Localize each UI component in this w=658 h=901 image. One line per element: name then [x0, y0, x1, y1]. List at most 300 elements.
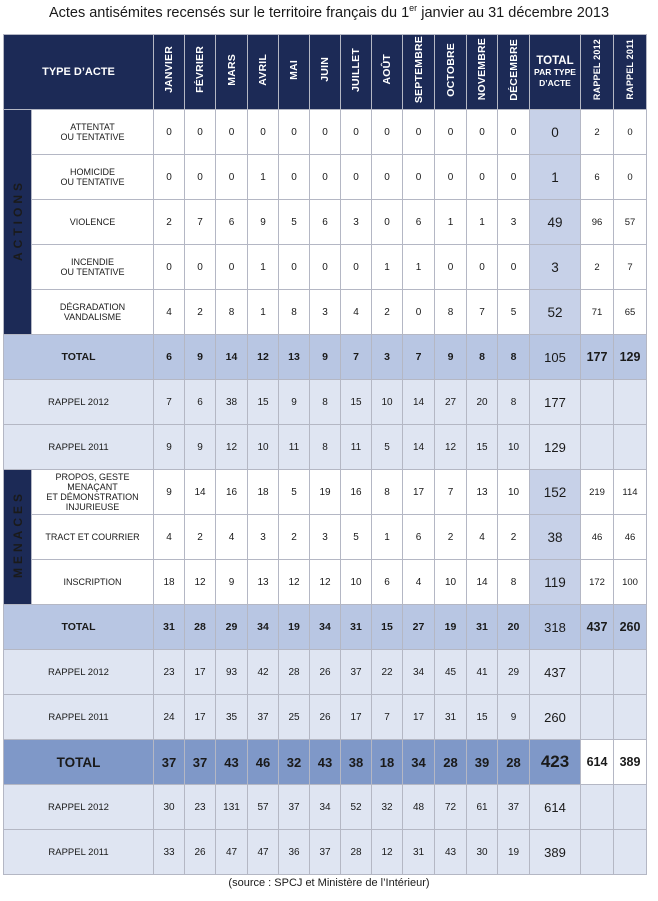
table-row [4, 245, 647, 290]
value-cell: 18 [248, 470, 279, 515]
value-cell: 35 [216, 695, 248, 740]
value-cell: 32 [372, 785, 403, 830]
value-cell: 7 [435, 470, 467, 515]
value-cell: 14 [216, 335, 248, 380]
value-cell: 9 [185, 335, 216, 380]
value-cell: 38 [341, 740, 372, 785]
value-cell: 17 [185, 695, 216, 740]
value-cell: 9 [248, 200, 279, 245]
row-label: TOTAL [4, 605, 154, 650]
value-cell: 25 [279, 695, 310, 740]
header-month: FÉVRIER [185, 35, 216, 110]
value-cell: 42 [248, 650, 279, 695]
header-total: TOTAL PAR TYPE D’ACTE [530, 35, 581, 110]
section-label-text: MENACES [10, 490, 25, 579]
value-cell: 12 [216, 425, 248, 470]
value-cell: 47 [216, 830, 248, 875]
value-cell: 12 [185, 560, 216, 605]
value-cell: 5 [279, 470, 310, 515]
empty-cell [614, 830, 647, 875]
empty-cell [581, 425, 614, 470]
rappel-2011-cell: 7 [614, 245, 647, 290]
value-cell: 0 [279, 155, 310, 200]
value-cell: 28 [341, 830, 372, 875]
row-total-cell: 49 [530, 200, 581, 245]
row-total-cell: 389 [530, 830, 581, 875]
row-label: RAPPEL 2012 [4, 380, 154, 425]
value-cell: 5 [279, 200, 310, 245]
value-cell: 0 [467, 110, 498, 155]
row-label: INSCRIPTION [32, 560, 154, 605]
value-cell: 1 [248, 245, 279, 290]
rappel-2011-cell: 57 [614, 200, 647, 245]
value-cell: 0 [498, 110, 530, 155]
value-cell: 28 [498, 740, 530, 785]
row-total-cell: 1 [530, 155, 581, 200]
value-cell: 0 [341, 155, 372, 200]
header-month: OCTOBRE [435, 35, 467, 110]
value-cell: 1 [435, 200, 467, 245]
section-label [4, 110, 32, 335]
rappel-2011-cell: 0 [614, 110, 647, 155]
row-total-cell: 177 [530, 380, 581, 425]
table-row [4, 200, 647, 245]
value-cell: 13 [467, 470, 498, 515]
value-cell: 29 [216, 605, 248, 650]
empty-cell [614, 695, 647, 740]
value-cell: 0 [467, 245, 498, 290]
row-total-cell: 3 [530, 245, 581, 290]
value-cell: 72 [435, 785, 467, 830]
value-cell: 4 [154, 290, 185, 335]
value-cell: 5 [341, 515, 372, 560]
value-cell: 37 [279, 785, 310, 830]
value-cell: 57 [248, 785, 279, 830]
value-cell: 17 [403, 470, 435, 515]
value-cell: 37 [341, 650, 372, 695]
rappel-2011-cell: 114 [614, 470, 647, 515]
value-cell: 28 [279, 650, 310, 695]
value-cell: 16 [341, 470, 372, 515]
value-cell: 22 [372, 650, 403, 695]
value-cell: 37 [154, 740, 185, 785]
empty-cell [614, 425, 647, 470]
value-cell: 15 [467, 695, 498, 740]
value-cell: 3 [310, 290, 341, 335]
value-cell: 2 [435, 515, 467, 560]
value-cell: 23 [154, 650, 185, 695]
header-month: JANVIER [154, 35, 185, 110]
row-label: RAPPEL 2012 [4, 785, 154, 830]
value-cell: 3 [498, 200, 530, 245]
row-label: TOTAL [4, 740, 154, 785]
value-cell: 3 [341, 200, 372, 245]
value-cell: 5 [372, 425, 403, 470]
value-cell: 47 [248, 830, 279, 875]
value-cell: 12 [248, 335, 279, 380]
rappel-2012-cell: 177 [581, 335, 614, 380]
value-cell: 28 [185, 605, 216, 650]
table-row [4, 110, 647, 155]
value-cell: 6 [403, 515, 435, 560]
rappel-2011-cell: 65 [614, 290, 647, 335]
value-cell: 10 [498, 425, 530, 470]
rappel-2011-cell: 0 [614, 155, 647, 200]
value-cell: 12 [310, 560, 341, 605]
value-cell: 0 [310, 245, 341, 290]
value-cell: 9 [310, 335, 341, 380]
value-cell: 31 [341, 605, 372, 650]
value-cell: 6 [216, 200, 248, 245]
rappel-2012-cell: 614 [581, 740, 614, 785]
value-cell: 8 [498, 560, 530, 605]
header-month: DÉCEMBRE [498, 35, 530, 110]
rappel-2012-cell: 2 [581, 245, 614, 290]
value-cell: 7 [185, 200, 216, 245]
empty-cell [614, 650, 647, 695]
section-label-text: ACTIONS [10, 178, 25, 261]
rappel-2011-cell: 260 [614, 605, 647, 650]
value-cell: 8 [310, 425, 341, 470]
value-cell: 16 [216, 470, 248, 515]
value-cell: 0 [154, 155, 185, 200]
value-cell: 0 [435, 155, 467, 200]
value-cell: 9 [185, 425, 216, 470]
value-cell: 19 [310, 470, 341, 515]
row-label: ATTENTAT OU TENTATIVE [32, 110, 154, 155]
empty-cell [581, 695, 614, 740]
value-cell: 12 [435, 425, 467, 470]
value-cell: 12 [372, 830, 403, 875]
value-cell: 0 [216, 245, 248, 290]
header-month: JUIN [310, 35, 341, 110]
rappel-2011-cell: 46 [614, 515, 647, 560]
section-total-row [4, 335, 647, 380]
value-cell: 0 [185, 245, 216, 290]
value-cell: 14 [403, 380, 435, 425]
value-cell: 20 [498, 605, 530, 650]
value-cell: 9 [216, 560, 248, 605]
empty-cell [581, 380, 614, 425]
value-cell: 0 [248, 110, 279, 155]
value-cell: 34 [310, 605, 341, 650]
row-label: TRACT ET COURRIER [32, 515, 154, 560]
rappel-2012-cell: 437 [581, 605, 614, 650]
value-cell: 1 [248, 155, 279, 200]
value-cell: 37 [185, 740, 216, 785]
value-cell: 24 [154, 695, 185, 740]
value-cell: 0 [435, 110, 467, 155]
value-cell: 32 [279, 740, 310, 785]
table-body [4, 110, 647, 875]
value-cell: 0 [279, 245, 310, 290]
value-cell: 0 [435, 245, 467, 290]
header-rappel-2011: RAPPEL 2011 [614, 35, 647, 110]
value-cell: 0 [216, 110, 248, 155]
header-type: TYPE D’ACTE [4, 35, 154, 110]
row-label: VIOLENCE [32, 200, 154, 245]
value-cell: 26 [310, 695, 341, 740]
value-cell: 19 [435, 605, 467, 650]
section-label [4, 470, 32, 605]
value-cell: 31 [403, 830, 435, 875]
header-month: JUILLET [341, 35, 372, 110]
value-cell: 7 [341, 335, 372, 380]
table-row [4, 155, 647, 200]
row-total-cell: 152 [530, 470, 581, 515]
value-cell: 27 [403, 605, 435, 650]
rappel-2011-cell: 129 [614, 335, 647, 380]
value-cell: 7 [403, 335, 435, 380]
value-cell: 0 [467, 155, 498, 200]
value-cell: 6 [310, 200, 341, 245]
header-rappel-2012: RAPPEL 2012 [581, 35, 614, 110]
rappel-2012-cell: 172 [581, 560, 614, 605]
row-total-cell: 38 [530, 515, 581, 560]
value-cell: 48 [403, 785, 435, 830]
value-cell: 13 [248, 560, 279, 605]
header-month: MAI [279, 35, 310, 110]
empty-cell [614, 380, 647, 425]
value-cell: 8 [435, 290, 467, 335]
header-month: NOVEMBRE [467, 35, 498, 110]
value-cell: 52 [341, 785, 372, 830]
value-cell: 6 [403, 200, 435, 245]
value-cell: 93 [216, 650, 248, 695]
value-cell: 43 [435, 830, 467, 875]
value-cell: 0 [216, 155, 248, 200]
value-cell: 34 [248, 605, 279, 650]
value-cell: 4 [341, 290, 372, 335]
value-cell: 1 [248, 290, 279, 335]
rappel-row [4, 830, 647, 875]
value-cell: 8 [279, 290, 310, 335]
header-row [4, 35, 647, 110]
value-cell: 5 [498, 290, 530, 335]
value-cell: 26 [310, 650, 341, 695]
value-cell: 13 [279, 335, 310, 380]
value-cell: 8 [372, 470, 403, 515]
rappel-2012-cell: 96 [581, 200, 614, 245]
value-cell: 4 [216, 515, 248, 560]
rappel-row [4, 695, 647, 740]
rappel-2012-cell: 46 [581, 515, 614, 560]
value-cell: 0 [310, 110, 341, 155]
value-cell: 1 [372, 515, 403, 560]
value-cell: 0 [154, 110, 185, 155]
value-cell: 6 [154, 335, 185, 380]
table-row [4, 515, 647, 560]
rappel-2012-cell: 6 [581, 155, 614, 200]
value-cell: 3 [310, 515, 341, 560]
value-cell: 0 [372, 200, 403, 245]
row-total-cell: 318 [530, 605, 581, 650]
value-cell: 8 [498, 380, 530, 425]
value-cell: 36 [279, 830, 310, 875]
value-cell: 10 [248, 425, 279, 470]
row-label: INCENDIE OU TENTATIVE [32, 245, 154, 290]
value-cell: 1 [467, 200, 498, 245]
value-cell: 0 [185, 110, 216, 155]
rappel-2012-cell: 219 [581, 470, 614, 515]
value-cell: 41 [467, 650, 498, 695]
source-note: (source : SPCJ et Ministère de l’Intérieur) [228, 877, 430, 889]
header-month: SEPTEMBRE [403, 35, 435, 110]
row-label: RAPPEL 2012 [4, 650, 154, 695]
grand-total-row [4, 740, 647, 785]
value-cell: 4 [154, 515, 185, 560]
rappel-row [4, 380, 647, 425]
value-cell: 4 [403, 560, 435, 605]
value-cell: 28 [435, 740, 467, 785]
value-cell: 15 [341, 380, 372, 425]
row-label: RAPPEL 2011 [4, 695, 154, 740]
value-cell: 17 [403, 695, 435, 740]
value-cell: 43 [310, 740, 341, 785]
value-cell: 30 [467, 830, 498, 875]
value-cell: 31 [435, 695, 467, 740]
row-total-cell: 119 [530, 560, 581, 605]
empty-cell [581, 830, 614, 875]
value-cell: 8 [498, 335, 530, 380]
value-cell: 12 [279, 560, 310, 605]
value-cell: 0 [279, 110, 310, 155]
value-cell: 34 [403, 650, 435, 695]
value-cell: 7 [372, 695, 403, 740]
value-cell: 31 [154, 605, 185, 650]
value-cell: 7 [467, 290, 498, 335]
value-cell: 37 [248, 695, 279, 740]
row-total-cell: 52 [530, 290, 581, 335]
value-cell: 19 [498, 830, 530, 875]
value-cell: 9 [498, 695, 530, 740]
value-cell: 61 [467, 785, 498, 830]
value-cell: 8 [467, 335, 498, 380]
value-cell: 37 [498, 785, 530, 830]
value-cell: 3 [248, 515, 279, 560]
value-cell: 0 [403, 110, 435, 155]
row-total-cell: 129 [530, 425, 581, 470]
value-cell: 9 [154, 470, 185, 515]
value-cell: 131 [216, 785, 248, 830]
empty-cell [614, 785, 647, 830]
acts-table [3, 34, 647, 875]
value-cell: 0 [310, 155, 341, 200]
row-label: PROPOS, GESTE MENAÇANT ET DÉMONSTRATION INJURIEUSE [32, 470, 154, 515]
value-cell: 34 [403, 740, 435, 785]
value-cell: 17 [341, 695, 372, 740]
table-row [4, 290, 647, 335]
value-cell: 43 [216, 740, 248, 785]
value-cell: 15 [248, 380, 279, 425]
rappel-2011-cell: 100 [614, 560, 647, 605]
row-label: RAPPEL 2011 [4, 830, 154, 875]
rappel-row [4, 785, 647, 830]
value-cell: 37 [310, 830, 341, 875]
value-cell: 2 [185, 515, 216, 560]
row-total-cell: 105 [530, 335, 581, 380]
row-label: RAPPEL 2011 [4, 425, 154, 470]
value-cell: 17 [185, 650, 216, 695]
value-cell: 0 [403, 290, 435, 335]
value-cell: 18 [372, 740, 403, 785]
value-cell: 19 [279, 605, 310, 650]
value-cell: 15 [372, 605, 403, 650]
value-cell: 45 [435, 650, 467, 695]
value-cell: 46 [248, 740, 279, 785]
value-cell: 31 [467, 605, 498, 650]
rappel-row [4, 425, 647, 470]
value-cell: 38 [216, 380, 248, 425]
header-month: MARS [216, 35, 248, 110]
value-cell: 0 [372, 155, 403, 200]
value-cell: 8 [216, 290, 248, 335]
value-cell: 10 [372, 380, 403, 425]
value-cell: 18 [154, 560, 185, 605]
rappel-row [4, 650, 647, 695]
value-cell: 30 [154, 785, 185, 830]
row-total-cell: 0 [530, 110, 581, 155]
value-cell: 0 [403, 155, 435, 200]
row-label: HOMICIDE OU TENTATIVE [32, 155, 154, 200]
value-cell: 10 [498, 470, 530, 515]
value-cell: 9 [154, 425, 185, 470]
value-cell: 10 [341, 560, 372, 605]
value-cell: 29 [498, 650, 530, 695]
value-cell: 15 [467, 425, 498, 470]
row-total-cell: 614 [530, 785, 581, 830]
header-month: AVRIL [248, 35, 279, 110]
value-cell: 3 [372, 335, 403, 380]
value-cell: 0 [154, 245, 185, 290]
header-month: AOÛT [372, 35, 403, 110]
value-cell: 7 [154, 380, 185, 425]
value-cell: 0 [341, 245, 372, 290]
value-cell: 6 [185, 380, 216, 425]
row-label: TOTAL [4, 335, 154, 380]
value-cell: 2 [279, 515, 310, 560]
value-cell: 34 [310, 785, 341, 830]
empty-cell [581, 785, 614, 830]
value-cell: 9 [435, 335, 467, 380]
value-cell: 9 [279, 380, 310, 425]
value-cell: 20 [467, 380, 498, 425]
value-cell: 11 [341, 425, 372, 470]
row-total-cell: 423 [530, 740, 581, 785]
value-cell: 14 [185, 470, 216, 515]
table-row [4, 470, 647, 515]
value-cell: 14 [403, 425, 435, 470]
value-cell: 14 [467, 560, 498, 605]
value-cell: 4 [467, 515, 498, 560]
value-cell: 2 [154, 200, 185, 245]
empty-cell [581, 650, 614, 695]
rappel-2011-cell: 389 [614, 740, 647, 785]
value-cell: 39 [467, 740, 498, 785]
value-cell: 1 [372, 245, 403, 290]
value-cell: 0 [498, 155, 530, 200]
row-total-cell: 437 [530, 650, 581, 695]
value-cell: 23 [185, 785, 216, 830]
value-cell: 0 [372, 110, 403, 155]
value-cell: 0 [498, 245, 530, 290]
value-cell: 27 [435, 380, 467, 425]
value-cell: 0 [185, 155, 216, 200]
rappel-2012-cell: 71 [581, 290, 614, 335]
value-cell: 26 [185, 830, 216, 875]
value-cell: 1 [403, 245, 435, 290]
value-cell: 2 [498, 515, 530, 560]
